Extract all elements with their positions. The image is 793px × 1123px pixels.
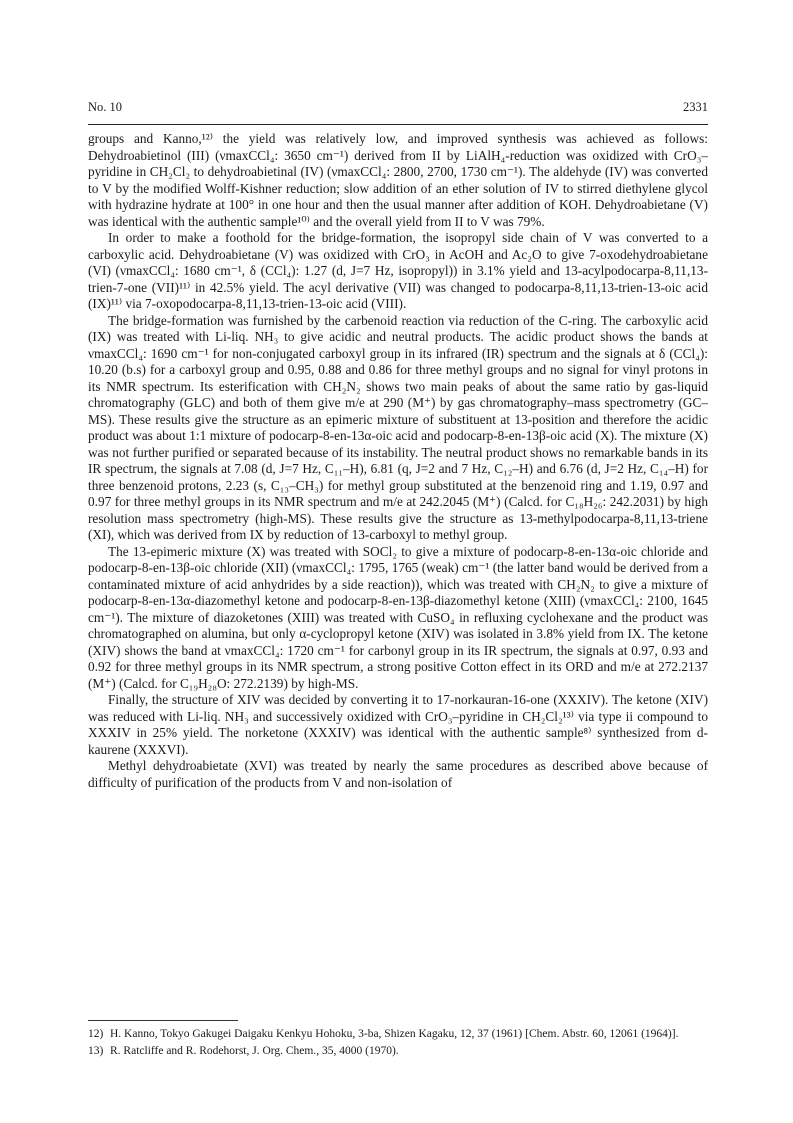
journal-issue-number: No. 10 [88, 100, 123, 114]
body-text [88, 131, 708, 941]
paragraph: groups and Kanno,¹²⁾ the yield was relatively low, and improved synthesis was achieved as follows: Dehydroabietinol (III) (νmaxCCl₄: 3650 cm⁻¹) derived from II by LiAlH₄-reduction was oxidized with CrO₃–pyridine in CH₂Cl₂ to dehydroabietinal (IV) (νmaxCCl₄: 2800, 2700, 1730 cm⁻¹). The aldehyde (IV) was converted to V by the modified Wolff-Kishner reduction; slow addition of an ether solution of IV to stirred diethylene glycol with hydrazine hydrate at 100° in one hour and then the usual manner after addition of KOH. Dehydroabietane (V) was identical with the authentic sample¹⁰⁾ and the overall yield from II to V was 79%. [88, 131, 708, 229]
footnote [88, 1027, 708, 1042]
footnote-number: 13) [88, 1044, 104, 1057]
footnote-rule [88, 1020, 238, 1021]
page-header [88, 100, 708, 120]
journal-page [88, 100, 708, 1057]
paragraph: The bridge-formation was furnished by the carbenoid reaction via reduction of the C-ring. The carboxylic acid (IX) was treated with Li-liq. NH₃ to give acidic and neutral products. The acidic product shows the bands at νmaxCCl₄: 1690 cm⁻¹ for non-conjugated carboxyl group in its infrared (IR) spectrum and the signals at δ (CCl₄): 10.20 (b.s) for a carboxyl group and 0.95, 0.88 and 0.86 for three methyl groups and no signal for vinyl protons in its NMR spectrum. Its esterification with CH₂N₂ shows two main peaks of about the same ratio by gas-liquid chromatography (GLC) and both of them give m/e at 290 (M⁺) by gas chromatography–mass spectrometry (GC–MS). These results give the structure as an epimeric mixture of substituent at 13-position and therefore the acidic product was about 1:1 mixture of podocarp-8-en-13α-oic acid and podocarp-8-en-13β-oic acid (X). The mixture (X) was not further purified or separated because of its instability. The neutral product shows no remarkable bands in its IR spectrum, the signals at 7.08 (d, J=7 Hz, C₁₁–H), 6.81 (q, J=2 and 7 Hz, C₁₂–H) and 6.76 (d, J=2 Hz, C₁₄–H) for three benzenoid protons, 2.23 (s, C₁₃–CH₃) for methyl group substituted at the benzenoid ring and 1.19, 0.97 and 0.97 for three methyl groups in its NMR spectrum and m/e at 242.2045 (M⁺) (Calcd. for C₁₈H₂₆: 242.2031) by high resolution mass spectrometry (high-MS). These results give the structure as 13-methylpodocarpa-8,11,13-triene (XI), which was derived from IX by reduction of 13-carboxyl to methyl group. [88, 312, 708, 542]
page-number: 2331 [683, 100, 708, 114]
paragraph: In order to make a foothold for the bridge-formation, the isopropyl side chain of V was converted to a carboxylic acid. Dehydroabietane (V) was oxidized with CrO₃ in AcOH and Ac₂O to give 7-oxodehydroabietane (VI) (νmaxCCl₄: 1680 cm⁻¹, δ (CCl₄): 1.27 (d, J=7 Hz, isopropyl)) in 3.1% yield and 13-acylpodocarpa-8,11,13-trien-7-one (VII)¹¹⁾ in 42.5% yield. The acyl derivative (VII) was changed to podocarpa-8,11,13-trien-13-oic acid (IX)¹¹⁾ via 7-oxopodocarpa-8,11,13-trien-13-oic acid (VIII). [88, 230, 708, 311]
paragraph: Finally, the structure of XIV was decided by converting it to 17-norkauran-16-one (XXXIV). The ketone (XIV) was reduced with Li-liq. NH₃ and successively oxidized with CrO₃–pyridine in CH₂Cl₂¹³⁾ via type ii compound to XXXIV in 25% yield. The norketone (XXXIV) was identical with the authentic sample⁸⁾ synthesized from d-kaurene (XXXVI). [88, 692, 708, 757]
footnotes [88, 1027, 708, 1060]
paragraph: The 13-epimeric mixture (X) was treated with SOCl₂ to give a mixture of podocarp-8-en-13α-oic chloride and podocarp-8-en-13β-oic chloride (XII) (νmaxCCl₄: 1795, 1765 (weak) cm⁻¹ (the latter band would be derived from a contaminated mixture of acid anhydrides by a side reaction)), which was treated with CH₂N₂ to give a mixture of podocarp-8-en-13α-diazomethyl ketone and podocarp-8-en-13β-diazomethyl ketone (XIII) (νmaxCCl₄: 2100, 1645 cm⁻¹). The mixture of diazoketones (XIII) was treated with CuSO₄ in refluxing cyclohexane and the product was chromatographed on alumina, but only α-cyclopropyl ketone (XIV) was isolated in 3.8% yield from IX. The ketone (XIV) shows the band at νmaxCCl₄: 1720 cm⁻¹ for carbonyl group in its IR spectrum, the signals at 0.97, 0.93 and 0.92 for three methyl groups in its NMR spectrum, a strong positive Cotton effect in its ORD and m/e at 272.2137 (M⁺) (Calcd. for C₁₉H₂₈O: 272.2139) by high-MS. [88, 543, 708, 691]
footnote-text: R. Ratcliffe and R. Rodehorst, J. Org. Chem., 35, 4000 (1970). [110, 1044, 399, 1057]
footnote-text: H. Kanno, Tokyo Gakugei Daigaku Kenkyu Hohoku, 3-ba, Shizen Kagaku, 12, 37 (1961) [Chem. Abstr. 60, 12061 (1964)]. [110, 1028, 679, 1040]
paragraph: Methyl dehydroabietate (XVI) was treated by nearly the same procedures as described above because of difficulty of purification of the products from V and non-isolation of [88, 758, 708, 790]
header-rule [88, 124, 708, 125]
footnote-number: 12) [88, 1028, 104, 1040]
footnote [88, 1044, 708, 1059]
